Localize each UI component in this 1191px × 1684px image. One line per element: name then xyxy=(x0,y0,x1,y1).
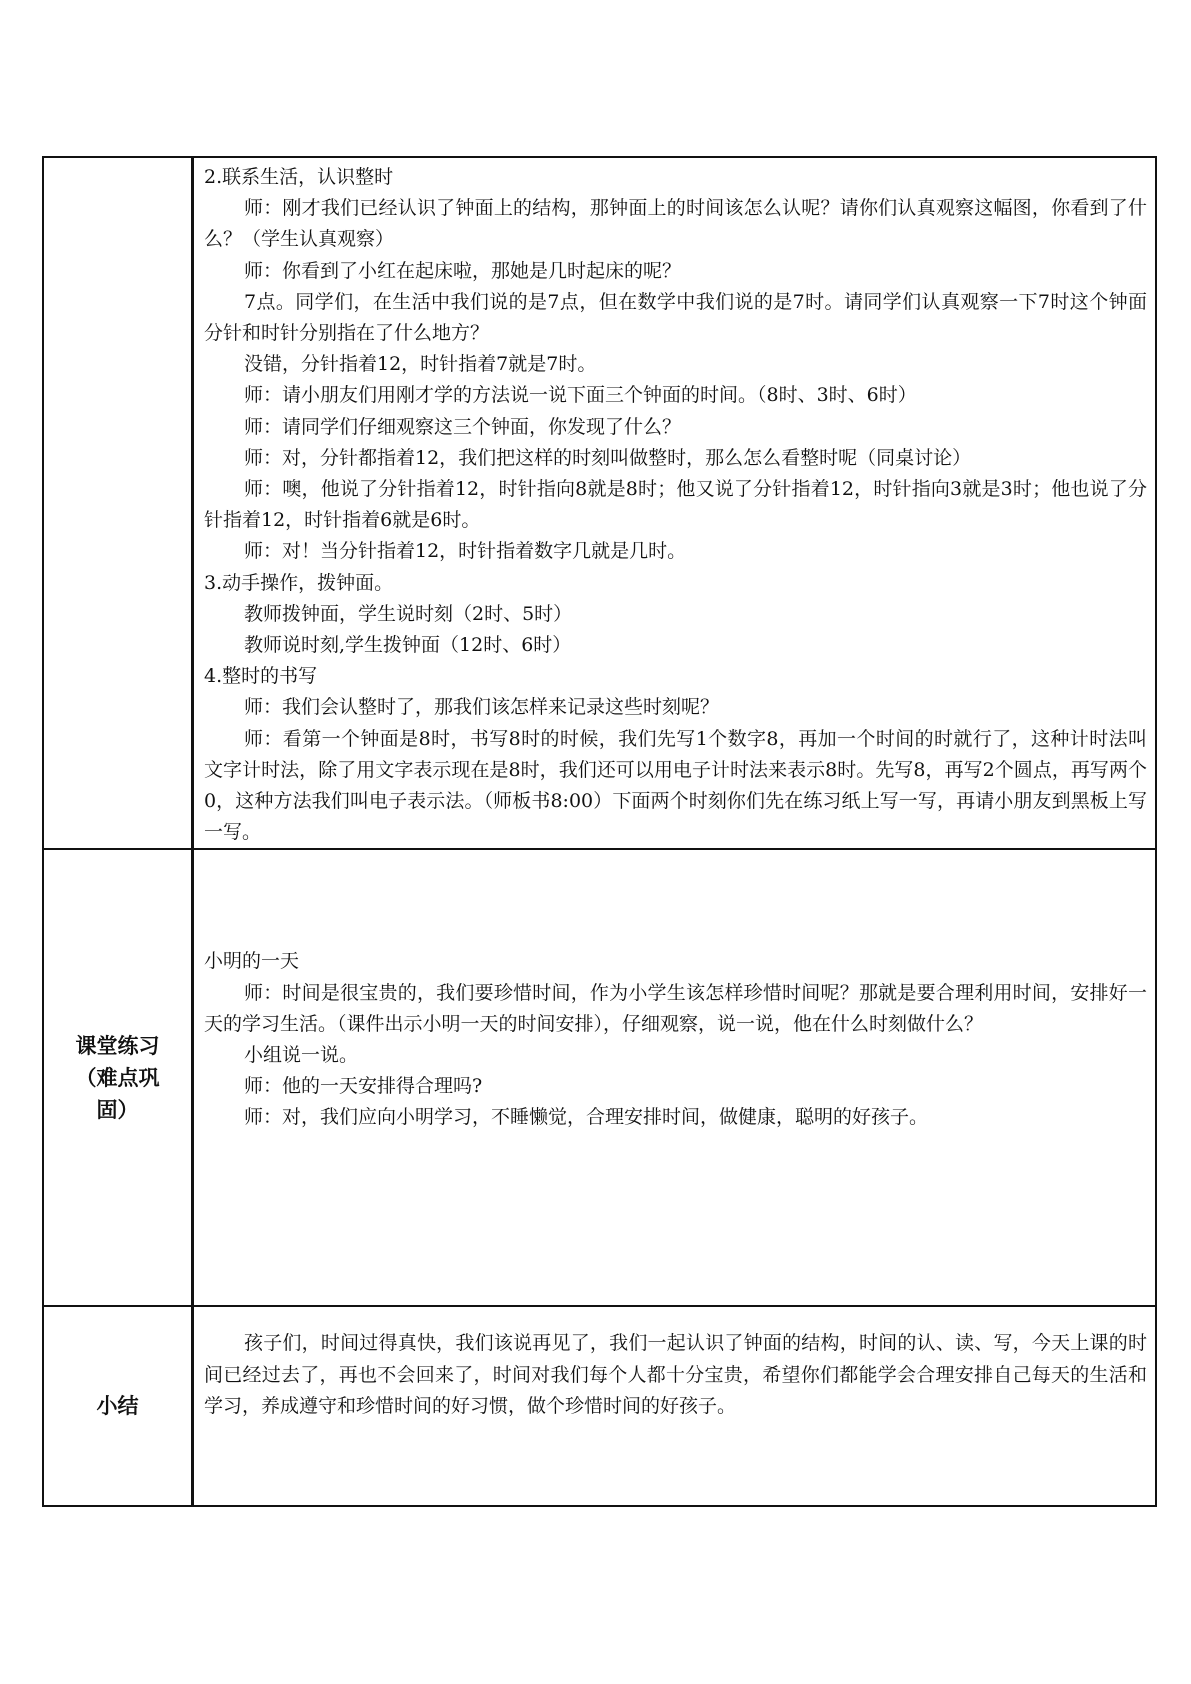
paragraph: 师：时间是很宝贵的，我们要珍惜时间，作为小学生该怎样珍惜时间呢？那就是要合理利用时间，安排好一天的学习生活。（课件出示小明一天的时间安排），仔细观察，说一说，他在什么时刻做什么？ xyxy=(204,981,1147,1035)
row-label: 课堂练习 （难点巩固） xyxy=(75,1033,160,1122)
paragraph: 3.动手操作，拨钟面。 xyxy=(204,571,394,594)
paragraph: 孩子们，时间过得真快，我们该说再见了，我们一起认识了钟面的结构，时间的认、读、写，今天上课的时间已经过去了，再也不会回来了，时间对我们每个人都十分宝贵，希望你们都能学会合理安排自己每天的生活和学习，养成遵守和珍惜时间的好习惯，做个珍惜时间的好孩子。 xyxy=(204,1332,1147,1417)
table-row-practice xyxy=(43,849,1156,1306)
row-label-cell xyxy=(43,1306,193,1506)
paragraph: 师：我们会认整时了，那我们该怎样来记录这些时刻呢？ xyxy=(244,696,720,719)
lesson-plan-table xyxy=(42,156,1157,1507)
row-label: 小结 xyxy=(96,1394,139,1419)
paragraph: 4.整时的书写 xyxy=(204,665,318,688)
row-content xyxy=(194,1307,1155,1422)
row-label-cell xyxy=(43,849,193,1306)
paragraph: 7点。同学们，在生活中我们说的是7点，但在数学中我们说的是7时。请同学们认真观察一下7时这个钟面分针和时针分别指在了什么地方？ xyxy=(204,290,1147,345)
paragraph: 师：对，分针都指着12，我们把这样的时刻叫做整时，那么怎么看整时呢（同桌讨论） xyxy=(244,446,972,469)
paragraph: 小组说一说。 xyxy=(244,1044,359,1067)
paragraph: 2.联系生活，认识整时 xyxy=(204,166,394,188)
row-content-cell xyxy=(193,1306,1157,1506)
row-content-cell xyxy=(193,157,1157,849)
row-content-cell xyxy=(193,849,1157,1306)
paragraph: 没错，分针指着12，时针指着7就是7时。 xyxy=(244,353,597,376)
paragraph: 师：请同学们仔细观察这三个钟面，你发现了什么？ xyxy=(244,415,682,438)
paragraph: 师：噢，他说了分针指着12，时针指向8就是8时；他又说了分针指着12，时针指向3就是3时；他也说了分针指着12，时针指着6就是6时。 xyxy=(204,478,1147,532)
paragraph: 师：对，我们应向小明学习，不睡懒觉，合理安排时间，做健康，聪明的好孩子。 xyxy=(244,1106,929,1129)
row-label-cell xyxy=(43,157,193,849)
table-row-summary xyxy=(43,1306,1156,1506)
row-content xyxy=(194,158,1155,848)
paragraph: 师：请小朋友们用刚才学的方法说一说下面三个钟面的时间。（8时、3时、6时） xyxy=(244,384,917,407)
paragraph: 教师说时刻,学生拨钟面（12时、6时） xyxy=(244,634,572,657)
paragraph: 小明的一天 xyxy=(204,950,300,973)
row-content xyxy=(194,850,1155,1133)
paragraph: 师：你看到了小红在起床啦，那她是几时起床的呢？ xyxy=(244,259,682,282)
paragraph: 师：对！当分针指着12，时针指着数字几就是几时。 xyxy=(244,540,687,563)
paragraph: 师：刚才我们已经认识了钟面上的结构，那钟面上的时间该怎么认呢？请你们认真观察这幅图，你看到了什么？（学生认真观察） xyxy=(204,197,1147,251)
paragraph: 师：看第一个钟面是8时，书写8时的时候，我们先写1个数字8，再加一个时间的时就行了，这种计时法叫文字计时法，除了用文字表示现在是8时，我们还可以用电子计时法来表示8时。先写8，再写2个圆点，再写两个0，这种方法我们叫电子表示法。（师板书8:00）下面两个时刻你们先在练习纸上写一写，再请小朋友到黑板上写一写。 xyxy=(204,727,1147,844)
paragraph: 教师拨钟面，学生说时刻（2时、5时） xyxy=(244,602,573,625)
paragraph: 师：他的一天安排得合理吗? xyxy=(244,1075,483,1098)
table-row-activity xyxy=(43,157,1156,849)
